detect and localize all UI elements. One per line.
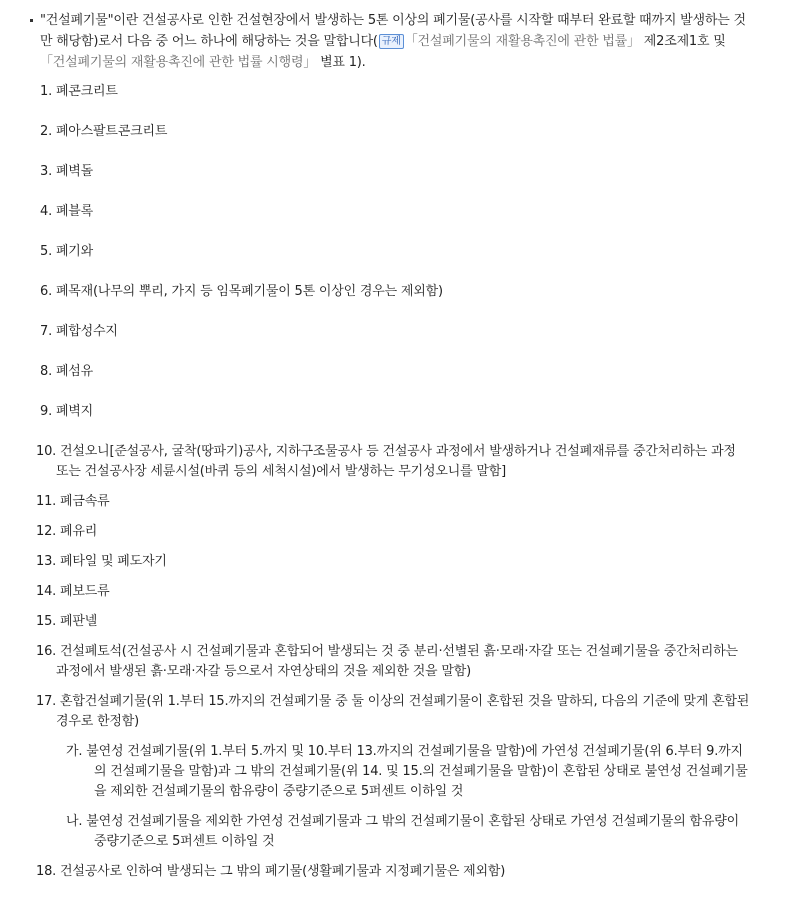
list-item-text: 건설오니[준설공사, 굴착(땅파기)공사, 지하구조물공사 등 건설공사 과정에서 발생하거나 건설폐재류를 중간처리하는 과정 — [60, 444, 736, 459]
list-item: 5. 폐기와 — [40, 244, 94, 259]
definition-line-2-text: 만 해당함)로서 다음 중 어느 하나에 해당하는 것을 말합니다( — [40, 34, 378, 49]
regulation-badge[interactable]: 규제 — [379, 34, 404, 49]
list-item: 12. 폐유리 — [36, 524, 98, 539]
list-item-text: 폐보드류 — [60, 584, 110, 599]
list-item-text: 폐유리 — [60, 524, 98, 539]
list-item-text: 폐기와 — [55, 244, 94, 259]
sub-list-item-continuation: 을 제외한 건설폐기물의 함유량이 중량기준으로 5퍼센트 이하일 것 — [94, 784, 464, 799]
list-item: 15. 폐판넬 — [36, 614, 98, 629]
definition-paragraph — [32, 10, 744, 73]
decree-article: 별표 1). — [316, 55, 366, 70]
list-item: 4. 폐블록 — [40, 204, 94, 219]
list-item: 6. 폐목재(나무의 뿌리, 가지 등 임목폐기물이 5톤 이상인 경우는 제외함) — [40, 284, 443, 299]
list-item-text: 혼합건설폐기물(위 1.부터 15.까지의 건설폐기물 중 둘 이상의 건설폐기물이 혼합된 것을 말하되, 다음의 기준에 맞게 혼합된 — [60, 694, 750, 709]
list-item-text: 폐금속류 — [60, 494, 110, 509]
list-item-text: 폐벽돌 — [55, 164, 94, 179]
definition-line-2 — [40, 31, 744, 52]
sub-list-item-text: 불연성 건설폐기물을 제외한 가연성 건설폐기물과 그 밖의 건설폐기물이 혼합된 상태로 가연성 건설폐기물의 함유량이 — [86, 814, 739, 829]
law-reference-link[interactable]: 「건설폐기물의 재활용촉진에 관한 법률」 — [404, 34, 640, 49]
list-item: 13. 폐타일 및 폐도자기 — [36, 554, 167, 569]
sub-list-item-continuation: 의 건설폐기물을 말함)과 그 밖의 건설폐기물(위 14. 및 15.의 건설폐기물을 말함)이 혼합된 상태로 불연성 건설폐기물 — [94, 764, 748, 779]
sub-list-item-continuation: 중량기준으로 5퍼센트 이하일 것 — [94, 834, 275, 849]
list-item-continuation: 또는 건설공사장 세륜시설(바퀴 등의 세척시설)에서 발생하는 무기성오니를 말함] — [56, 464, 506, 479]
list-item-text: 폐목재(나무의 뿌리, 가지 등 임목폐기물이 5톤 이상인 경우는 제외함) — [55, 284, 443, 299]
list-item: 16. 건설폐토석(건설공사 시 건설폐기물과 혼합되어 발생되는 것 중 분리·선별된 흙·모래·자갈 또는 건설폐기물을 중간처리하는 과정에서 발생된 흙·모래·자갈 등으로서 자연상태의 것을 제외한 것을 말함) — [36, 642, 738, 682]
list-item: 10. 건설오니[준설공사, 굴착(땅파기)공사, 지하구조물공사 등 건설공사 과정에서 발생하거나 건설폐재류를 중간처리하는 과정 또는 건설공사장 세륜시설(바퀴 등의 세척시설)에서 발생하는 무기성오니를 말함] — [36, 442, 736, 482]
sub-list-item-text: 불연성 건설폐기물(위 1.부터 5.까지 및 10.부터 13.까지의 건설폐기물을 말함)에 가연성 건설폐기물(위 6.부터 9.까지 — [86, 744, 743, 759]
list-item-text: 건설폐토석(건설공사 시 건설폐기물과 혼합되어 발생되는 것 중 분리·선별된 흙·모래·자갈 또는 건설폐기물을 중간처리하는 — [60, 644, 738, 659]
list-item: 7. 폐합성수지 — [40, 324, 118, 339]
list-item-text: 폐합성수지 — [55, 324, 118, 339]
list-item: 17. 혼합건설폐기물(위 1.부터 15.까지의 건설폐기물 중 둘 이상의 건설폐기물이 혼합된 것을 말하되, 다음의 기준에 맞게 혼합된 경우로 한정함) — [36, 692, 749, 732]
list-item: 3. 폐벽돌 — [40, 164, 94, 179]
list-item-text: 폐블록 — [55, 204, 94, 219]
list-item: 1. 폐콘크리트 — [40, 84, 118, 99]
list-item-text: 건설공사로 인하여 발생되는 그 밖의 폐기물(생활폐기물과 지정폐기물은 제외함) — [60, 864, 506, 879]
sub-list-item: 나. 불연성 건설폐기물을 제외한 가연성 건설폐기물과 그 밖의 건설폐기물이 혼합된 상태로 가연성 건설폐기물의 함유량이 중량기준으로 5퍼센트 이하일 것 — [66, 812, 739, 852]
list-item-continuation: 경우로 한정함) — [56, 714, 139, 729]
list-item: 8. 폐섬유 — [40, 364, 94, 379]
list-item-text: 폐섬유 — [55, 364, 94, 379]
list-item-text: 폐아스팔트콘크리트 — [55, 124, 168, 139]
law-article: 제2조제1호 및 — [639, 34, 726, 49]
list-item: 9. 폐벽지 — [40, 404, 94, 419]
list-item-text: 폐콘크리트 — [55, 84, 118, 99]
decree-reference-link[interactable]: 「건설폐기물의 재활용촉진에 관한 법률 시행령」 — [40, 55, 317, 70]
list-item-text: 폐타일 및 폐도자기 — [60, 554, 167, 569]
list-item: 11. 폐금속류 — [36, 494, 110, 509]
list-item: 14. 폐보드류 — [36, 584, 110, 599]
sub-list-item: 가. 불연성 건설폐기물(위 1.부터 5.까지 및 10.부터 13.까지의 건설폐기물을 말함)에 가연성 건설폐기물(위 6.부터 9.까지 의 건설폐기물을 말함)과 그 밖의 건설폐기물(위 14. 및 15.의 건설폐기물을 말함)이 혼합된 상태로 불연성 건설폐기물 을 제외한 건설폐기물의 함유량이 중량기준으로 5퍼센트 이하일 것 — [66, 742, 748, 802]
list-item-text: 폐벽지 — [55, 404, 94, 419]
definition-line-3 — [40, 52, 744, 73]
list-item: 18. 건설공사로 인하여 발생되는 그 밖의 폐기물(생활폐기물과 지정폐기물은 제외함) — [36, 864, 506, 879]
list-item: 2. 폐아스팔트콘크리트 — [40, 124, 168, 139]
definition-line-1: "건설폐기물"이란 건설공사로 인한 건설현장에서 발생하는 5톤 이상의 폐기물(공사를 시작할 때부터 완료할 때까지 발생하는 것 — [40, 13, 746, 28]
list-item-continuation: 과정에서 발생된 흙·모래·자갈 등으로서 자연상태의 것을 제외한 것을 말함) — [56, 664, 471, 679]
bullet-icon — [30, 19, 33, 22]
list-item-text: 폐판넬 — [60, 614, 98, 629]
